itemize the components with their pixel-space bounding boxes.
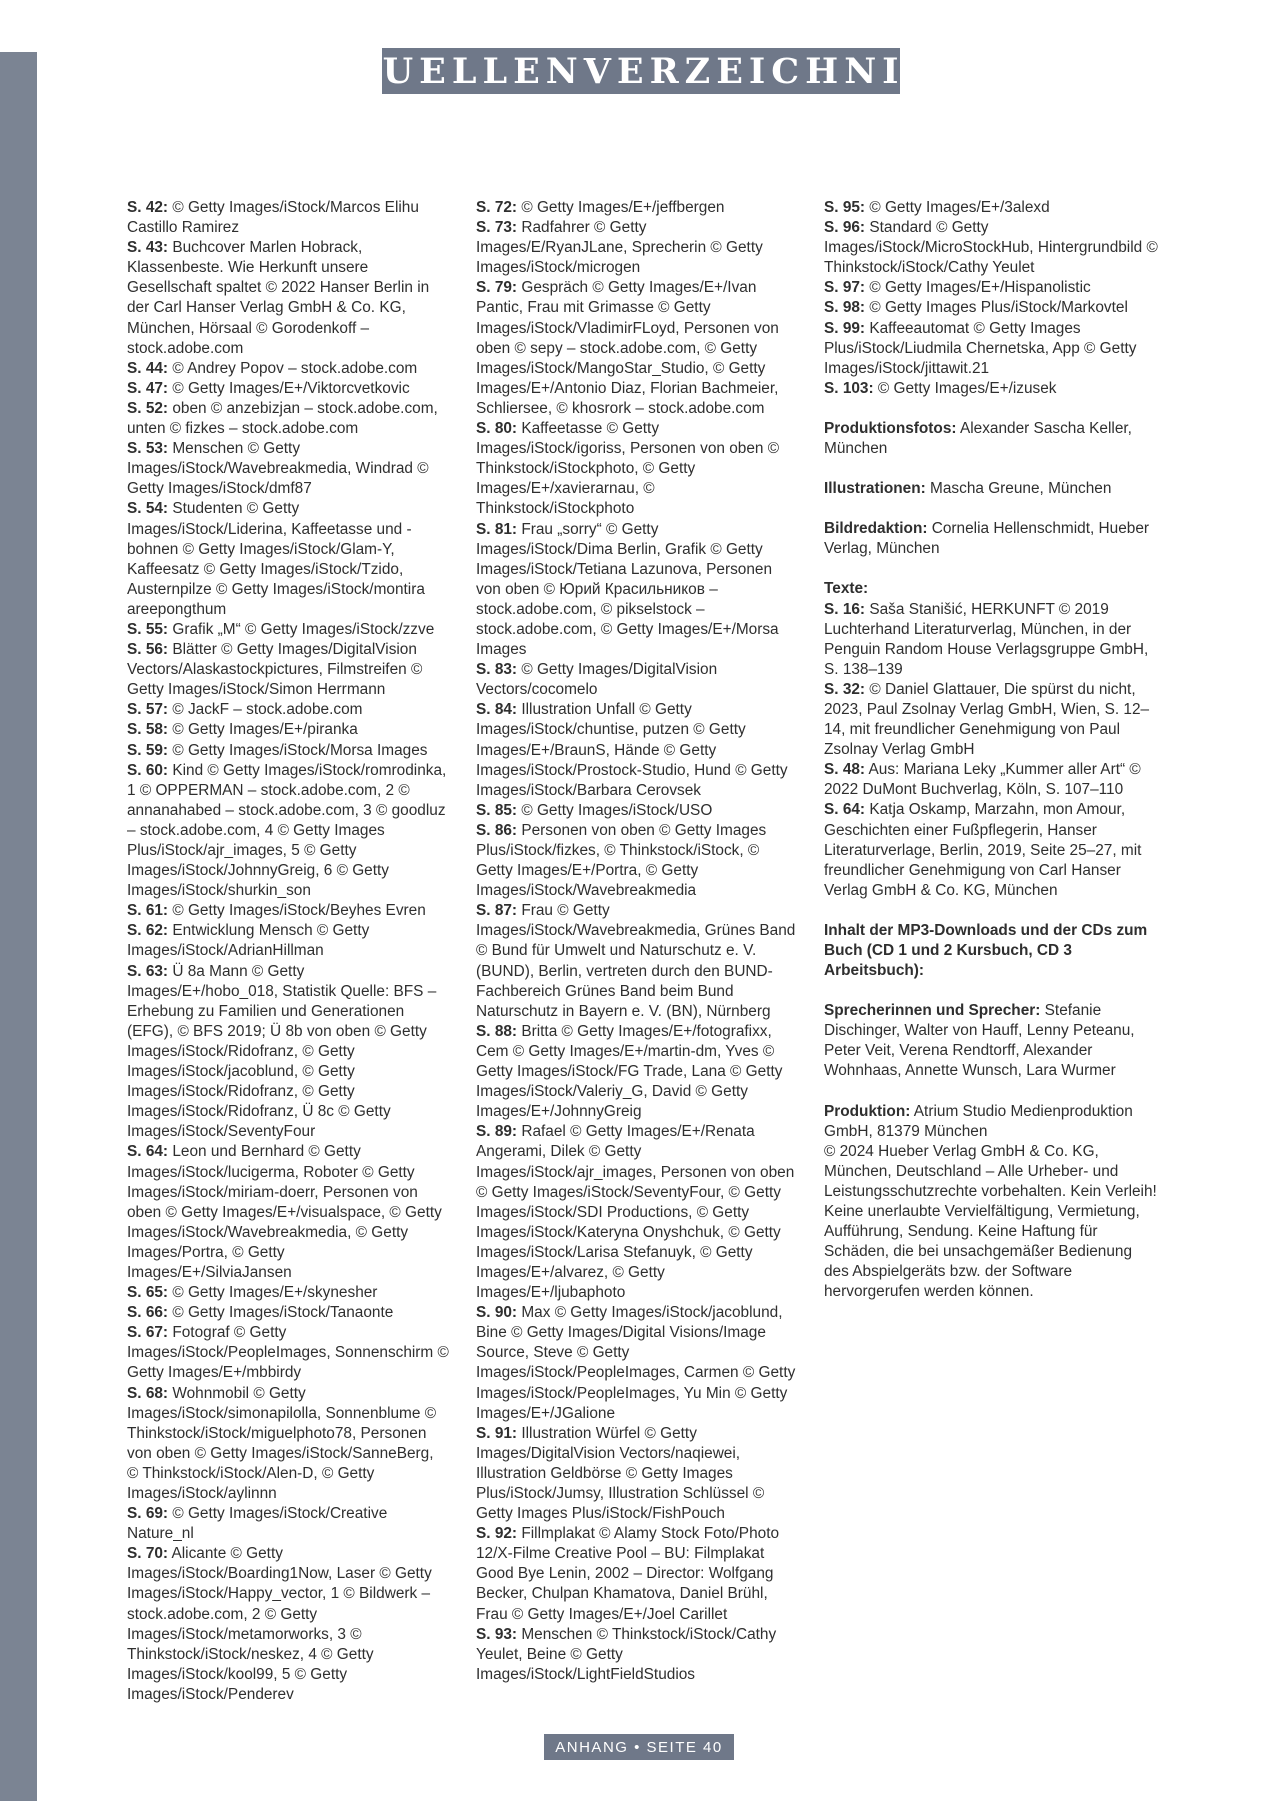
text-credit-entry: S. 64: Katja Oskamp, Marzahn, mon Amour, Geschichten einer Fußpflegerin, Hanser Literaturverlage, Berlin, 2019, Seite 25–27, mit freundlicher Genehmigung von Carl Hanser Verlag GmbH & Co. KG, München: [824, 801, 1142, 899]
credit-entry: S. 92: Fillmplakat © Alamy Stock Foto/Photo 12/X-Filme Creative Pool – BU: Filmplakat Good Bye Lenin, 2002 – Director: Wolfgang Becker, Chulpan Khamatova, Daniel Brühl, Frau © Getty Images/E+/Joel Carillet: [476, 1525, 780, 1623]
credit-entry: S. 56: Blätter © Getty Images/DigitalVision Vectors/Alaskastockpictures, Filmstreifen © Getty Images/iStock/Simon Herrmann: [127, 641, 423, 699]
column-1: [127, 198, 449, 1705]
illustrationen-block: Illustrationen: Mascha Greune, München: [824, 480, 1112, 498]
credit-entry: S. 83: © Getty Images/DigitalVision Vectors/cocomelo: [476, 661, 718, 699]
credit-entry: S. 85: © Getty Images/iStock/USO: [476, 801, 713, 819]
sprecher-block: Sprecherinnen und Sprecher: Stefanie Dischinger, Walter von Hauff, Lenny Peteanu, Peter Veit, Verena Rendtorff, Alexander Wohnhaas, Annette Wunsch, Lara Wurmer: [824, 1002, 1135, 1080]
credit-entry: S. 97: © Getty Images/E+/Hispanolistic: [824, 279, 1091, 297]
bildredaktion-block: Bildredaktion: Cornelia Hellenschmidt, Hueber Verlag, München: [824, 520, 1150, 558]
credit-entry: S. 87: Frau © Getty Images/iStock/Wavebreakmedia, Grünes Band © Bund für Umwelt und Naturschutz e. V. (BUND), Berlin, vertreten durch den BUND-Fachbereich Grünes Band beim Bund Naturschutz in Bayern e. V. (BN), Nürnberg: [476, 902, 796, 1020]
credit-entry: S. 95: © Getty Images/E+/3alexd: [824, 199, 1050, 216]
column-3: [824, 198, 1159, 1323]
copyright-notice: © 2024 Hueber Verlag GmbH & Co. KG, München, Deutschland – Alle Urheber- und Leistungsschutzrechte vorbehalten. Kein Verleih! Keine unerlaubte Vervielfältigung, Vermietung, Aufführung, Sendung. Keine Haftung für Schäden, die bei unsachgemäßer Bedienung des Abspielgeräts bzw. der Software hervorgerufen werden können.: [824, 1142, 1157, 1301]
credit-entry: S. 44: © Andrey Popov – stock.adobe.com: [127, 359, 418, 377]
credit-entry: S. 93: Menschen © Thinkstock/iStock/Cathy Yeulet, Beine © Getty Images/iStock/LightFieldStudios: [476, 1625, 777, 1683]
credit-entry: S. 80: Kaffeetasse © Getty Images/iStock/igoriss, Personen von oben © Thinkstock/iStockphoto, © Getty Images/E+/xavierarnau, © Thinkstock/iStockphoto: [476, 420, 780, 518]
credit-entry: S. 63: Ü 8a Mann © Getty Images/E+/hobo_018, Statistik Quelle: BFS – Erhebung zu Familien und Generationen (EFG), © BFS 2019; Ü 8b von oben © Getty Images/iStock/Ridofranz, © Getty Images/iStock/jacoblund, © Getty Images/iStock/Ridofranz, © Getty Images/iStock/Ridofranz, Ü 8c © Getty Images/iStock/SeventyFour: [127, 962, 437, 1141]
texte-heading: Texte:: [824, 580, 869, 598]
produktionsfotos-block: Produktionsfotos: Alexander Sascha Keller, München: [824, 419, 1132, 458]
side-bar: [0, 52, 37, 1801]
page-footer: ANHANG • SEITE 40: [544, 1734, 734, 1760]
credit-entry: S. 84: Illustration Unfall © Getty Images/iStock/chuntise, putzen © Getty Images/E+/BraunS, Hände © Getty Images/iStock/Prostock-Studio, Hund © Getty Images/iStock/Barbara Cerovsek: [476, 701, 788, 799]
credit-entry: S. 52: oben © anzebizjan – stock.adobe.com, unten © fizkes – stock.adobe.com: [127, 399, 438, 438]
credit-entry: S. 98: © Getty Images Plus/iStock/Markovtel: [824, 299, 1128, 317]
column-2: [476, 198, 798, 1685]
credit-entry: S. 90: Max © Getty Images/iStock/jacoblund, Bine © Getty Images/Digital Visions/Image Source, Steve © Getty Images/iStock/PeopleImages, Carmen © Getty Images/iStock/PeopleImages, Yu Min © Getty Images/E+/JGalione: [476, 1304, 796, 1422]
page-title: QUELLENVERZEICHNIS: [382, 48, 900, 94]
credit-entry: S. 67: Fotograf © Getty Images/iStock/PeopleImages, Sonnenschirm © Getty Images/E+/mbbirdy: [127, 1324, 449, 1382]
credit-entry: S. 103: © Getty Images/E+/izusek: [824, 379, 1057, 397]
credit-entry: S. 68: Wohnmobil © Getty Images/iStock/simonapilolla, Sonnenblume © Thinkstock/iStock/miguelphoto78, Personen von oben © Getty Images/iStock/SanneBerg, © Thinkstock/iStock/Alen-D, © Getty Images/iStock/aylinnn: [127, 1384, 437, 1502]
credit-entry: S. 69: © Getty Images/iStock/Creative Nature_nl: [127, 1505, 388, 1543]
credit-entry: S. 99: Kaffeeautomat © Getty Images Plus/iStock/Liudmila Chernetska, App © Getty Images/iStock/jittawit.21: [824, 319, 1137, 377]
credit-entry: S. 70: Alicante © Getty Images/iStock/Boarding1Now, Laser © Getty Images/iStock/Happy_vector, 1 © Bildwerk – stock.adobe.com, 2 © Getty Images/iStock/metamorworks, 3 © Thinkstock/iStock/neskez, 4 © Getty Images/iStock/kool99, 5 © Getty Images/iStock/Penderev: [127, 1545, 432, 1703]
credit-entry: S. 64: Leon und Bernhard © Getty Images/iStock/lucigerma, Roboter © Getty Images/iStock/miriam-doerr, Personen von oben © Getty Images/E+/visualspace, © Getty Images/iStock/Wavebreakmedia, © Getty Images/Portra, © Getty Images/E+/SilviaJansen: [127, 1143, 442, 1281]
credit-entry: S. 43: Buchcover Marlen Hobrack, Klassenbeste. Wie Herkunft unsere Gesellschaft spaltet © 2022 Hanser Berlin in der Carl Hanser Verlag GmbH & Co. KG, München, Hörsaal © Gorodenkoff – stock.adobe.com: [127, 239, 430, 357]
mp3-heading: Inhalt der MP3-Downloads und der CDs zum Buch (CD 1 und 2 Kursbuch, CD 3 Arbeitsbuch):: [824, 921, 1148, 980]
credit-entry: S. 55: Grafik „M“ © Getty Images/iStock/zzve: [127, 620, 435, 638]
credit-entry: S. 62: Entwicklung Mensch © Getty Images/iStock/AdrianHillman: [127, 922, 370, 960]
credit-entry: S. 81: Frau „sorry“ © Getty Images/iStock/Dima Berlin, Grafik © Getty Images/iStock/Tetiana Lazunova, Personen von oben © Юрий Красильников – stock.adobe.com, © pikselstock – stock.adobe.com, © Getty Images/E+/Morsa Images: [476, 520, 779, 659]
credit-entry: S. 86: Personen von oben © Getty Images Plus/iStock/fizkes, © Thinkstock/iStock, © Getty Images/E+/Portra, © Getty Images/iStock/Wavebreakmedia: [476, 821, 767, 900]
produktion-block: Produktion: Atrium Studio Medienproduktion GmbH, 81379 München © 2024 Hueber Verlag GmbH & Co. KG, München, Deutschland – Alle Urheber- und Leistungsschutzrechte vorbehalten. Kein Verleih! Keine unerlaubte Vervielfältigung, Vermietung, Aufführung, Sendung. Keine Haftung für Schäden, die bei unsachgemäßer Bedienung des Abspielgeräts bzw. der Software hervorgerufen werden können.: [824, 1102, 1159, 1303]
credit-entry: S. 60: Kind © Getty Images/iStock/romrodinka, 1 © OPPERMAN – stock.adobe.com, 2 © annanahabed – stock.adobe.com, 3 © goodluz – stock.adobe.com, 4 © Getty Images Plus/iStock/ajr_images, 5 © Getty Images/iStock/JohnnyGreig, 6 © Getty Images/iStock/shurkin_son: [127, 761, 447, 900]
credit-entry: S. 54: Studenten © Getty Images/iStock/Liderina, Kaffeetasse und -bohnen © Getty Images/iStock/Glam-Y, Kaffeesatz © Getty Images/iStock/Tzido, Austernpilze © Getty Images/iStock/montira areepongthum: [127, 500, 425, 618]
credit-entry: S. 66: © Getty Images/iStock/Tanaonte: [127, 1304, 394, 1322]
credit-entry: S. 42: © Getty Images/iStock/Marcos Elihu Castillo Ramirez: [127, 199, 419, 237]
mp3-heading-block: [824, 921, 1159, 981]
credit-entry: S. 96: Standard © Getty Images/iStock/MicroStockHub, Hintergrundbild © Thinkstock/iStock/Cathy Yeulet: [824, 219, 1158, 277]
credits-block: [824, 198, 1159, 399]
credit-entry: S. 73: Radfahrer © Getty Images/E/RyanJLane, Sprecherin © Getty Images/iStock/microgen: [476, 219, 763, 277]
credit-entry: S. 47: © Getty Images/E+/Viktorcvetkovic: [127, 379, 410, 397]
credit-entry: S. 61: © Getty Images/iStock/Beyhes Evren: [127, 902, 426, 920]
credit-entry: S. 88: Britta © Getty Images/E+/fotografixx, Cem © Getty Images/E+/martin-dm, Yves © Getty Images/iStock/FG Trade, Lana © Getty Images/iStock/Valeriy_G, David © Getty Images/E+/JohnnyGreig: [476, 1022, 783, 1121]
credit-entry: S. 79: Gespräch © Getty Images/E+/Ivan Pantic, Frau mit Grimasse © Getty Images/iStock/VladimirFLoyd, Personen von oben © sepy – stock.adobe.com, © Getty Images/iStock/MangoStar_Studio, © Getty Images/E+/Antonio Diaz, Florian Bachmeier, Schliersee, © khosrork – stock.adobe.com: [476, 279, 779, 417]
credit-entry: S. 65: © Getty Images/E+/skynesher: [127, 1284, 378, 1302]
credit-entry: S. 53: Menschen © Getty Images/iStock/Wavebreakmedia, Windrad © Getty Images/iStock/dmf87: [127, 440, 429, 498]
credit-entry: S. 57: © JackF – stock.adobe.com: [127, 701, 363, 719]
credit-entry: S. 89: Rafael © Getty Images/E+/Renata Angerami, Dilek © Getty Images/iStock/ajr_images, Personen von oben © Getty Images/iStock/SeventyFour, © Getty Images/iStock/SDI Productions, © Getty Images/iStock/Kateryna Onyshchuk, © Getty Images/iStock/Larisa Stefanuyk, © Getty Images/E+/alvarez, © Getty Images/E+/ljubaphoto: [476, 1123, 795, 1302]
text-credit-entry: S. 16: Saša Stanišić, HERKUNFT © 2019 Luchterhand Literaturverlag, München, in der Penguin Random House Verlagsgruppe GmbH, S. 138–139: [824, 600, 1149, 678]
credit-entry: S. 58: © Getty Images/E+/piranka: [127, 721, 358, 739]
credit-entry: S. 91: Illustration Würfel © Getty Images/DigitalVision Vectors/naqiewei, Illustration Geldbörse © Getty Images Plus/iStock/Jumsy, Illustration Schlüssel © Getty Images Plus/iStock/FishPouch: [476, 1424, 765, 1523]
credit-entry: S. 72: © Getty Images/E+/jeffbergen: [476, 199, 725, 216]
texte-block: [824, 579, 1159, 901]
credit-entry: S. 59: © Getty Images/iStock/Morsa Images: [127, 741, 428, 759]
text-credit-entry: S. 32: © Daniel Glattauer, Die spürst du nicht, 2023, Paul Zsolnay Verlag GmbH, Wien, S. 12–14, mit freundlicher Genehmigung von Paul Zsolnay Verlag GmbH: [824, 680, 1150, 759]
text-credit-entry: S. 48: Aus: Mariana Leky „Kummer aller Art“ © 2022 DuMont Buchverlag, Köln, S. 107–110: [824, 761, 1141, 799]
